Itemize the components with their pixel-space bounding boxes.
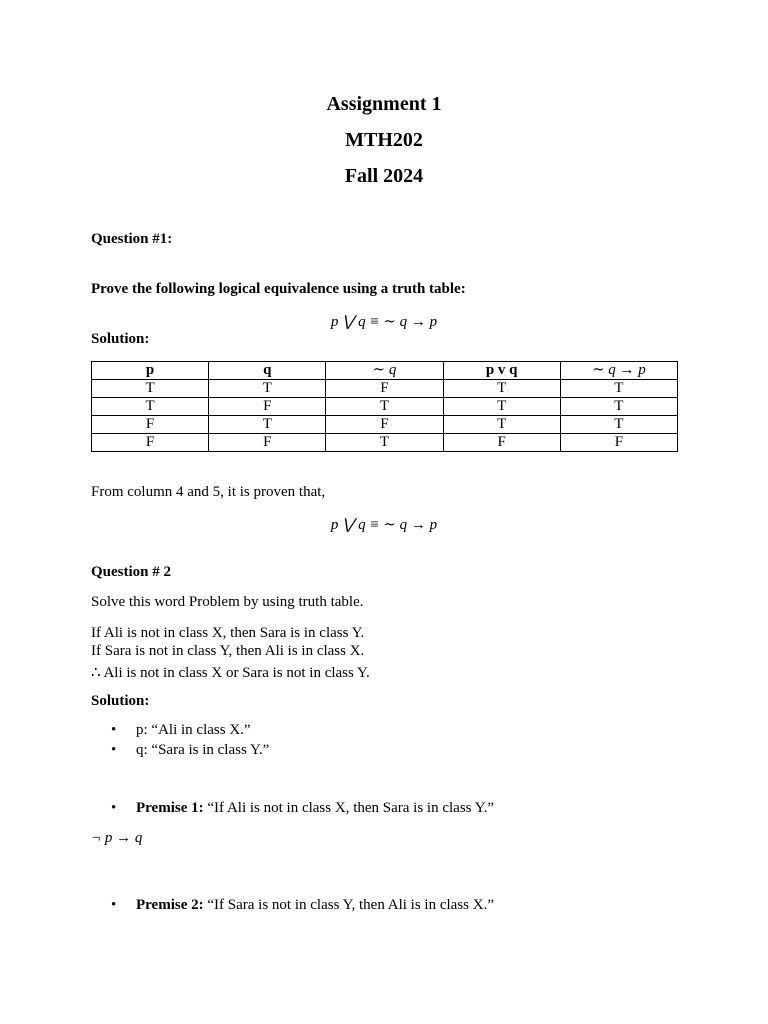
col-header-not-q-implies-p: ∼ q → p xyxy=(560,362,677,380)
premise-1-formula: ¬ p → q xyxy=(91,830,143,846)
premise-1-text: “If Ali is not in class X, then Sara is in class Y.” xyxy=(207,800,495,816)
table-cell: T xyxy=(92,398,209,416)
question-1-formula: p ⋁ q ≡ ∼ q → p xyxy=(330,314,438,330)
col-header-not-q: ∼ q xyxy=(326,362,443,380)
col-header-p: p xyxy=(92,362,209,380)
table-cell: F xyxy=(209,398,326,416)
table-cell: F xyxy=(92,434,209,452)
truth-table-header-row xyxy=(92,362,678,380)
bullet-icon: • xyxy=(111,800,117,816)
table-cell: T xyxy=(209,416,326,434)
table-cell: T xyxy=(326,434,443,452)
table-row xyxy=(92,434,678,452)
question-1-solution-label: Solution: xyxy=(91,331,150,347)
table-cell: F xyxy=(326,416,443,434)
document-title: Assignment 1 xyxy=(326,93,442,115)
premise-2-content xyxy=(136,897,494,914)
col-header-p-or-q: p v q xyxy=(443,362,560,380)
table-row xyxy=(92,416,678,434)
premise-2-label: Premise 2: xyxy=(136,897,204,913)
table-cell: T xyxy=(443,398,560,416)
term: Fall 2024 xyxy=(344,165,424,187)
table-cell: T xyxy=(443,416,560,434)
premise-1-content xyxy=(136,800,494,817)
question-1-heading: Question #1: xyxy=(91,231,173,247)
table-cell: T xyxy=(326,398,443,416)
table-cell: F xyxy=(209,434,326,452)
argument-line-2: If Sara is not in class Y, then Ali is in class X. xyxy=(91,643,365,659)
table-cell: T xyxy=(209,380,326,398)
table-cell: T xyxy=(560,398,677,416)
table-cell: T xyxy=(560,416,677,434)
question-2-prompt: Solve this word Problem by using truth table. xyxy=(91,594,364,610)
bullet-icon: • xyxy=(111,722,117,738)
definition-q: q: “Sara is in class Y.” xyxy=(136,742,270,758)
definition-p: p: “Ali in class X.” xyxy=(136,722,251,738)
table-cell: F xyxy=(560,434,677,452)
table-row xyxy=(92,380,678,398)
table-cell: F xyxy=(443,434,560,452)
question-2-solution-label: Solution: xyxy=(91,693,150,709)
question-1-conclusion-formula: p ⋁ q ≡ ∼ q → p xyxy=(330,517,438,533)
question-1-prompt: Prove the following logical equivalence using a truth table: xyxy=(91,281,466,297)
argument-conclusion: ∴ Ali is not in class X or Sara is not in class Y. xyxy=(91,665,370,681)
table-row xyxy=(92,398,678,416)
bullet-icon: • xyxy=(111,742,117,758)
question-1-conclusion: From column 4 and 5, it is proven that, xyxy=(91,484,326,500)
table-cell: T xyxy=(443,380,560,398)
premise-2-text: “If Sara is not in class Y, then Ali is in class X.” xyxy=(207,897,495,913)
table-cell: T xyxy=(560,380,677,398)
table-cell: F xyxy=(92,416,209,434)
argument-line-1: If Ali is not in class X, then Sara is in class Y. xyxy=(91,625,365,641)
truth-table xyxy=(91,361,678,452)
question-2-heading: Question # 2 xyxy=(91,564,172,580)
bullet-icon: • xyxy=(111,897,117,913)
table-cell: T xyxy=(92,380,209,398)
course-code: MTH202 xyxy=(345,129,423,151)
col-header-q: q xyxy=(209,362,326,380)
table-cell: F xyxy=(326,380,443,398)
premise-1-label: Premise 1: xyxy=(136,800,204,816)
